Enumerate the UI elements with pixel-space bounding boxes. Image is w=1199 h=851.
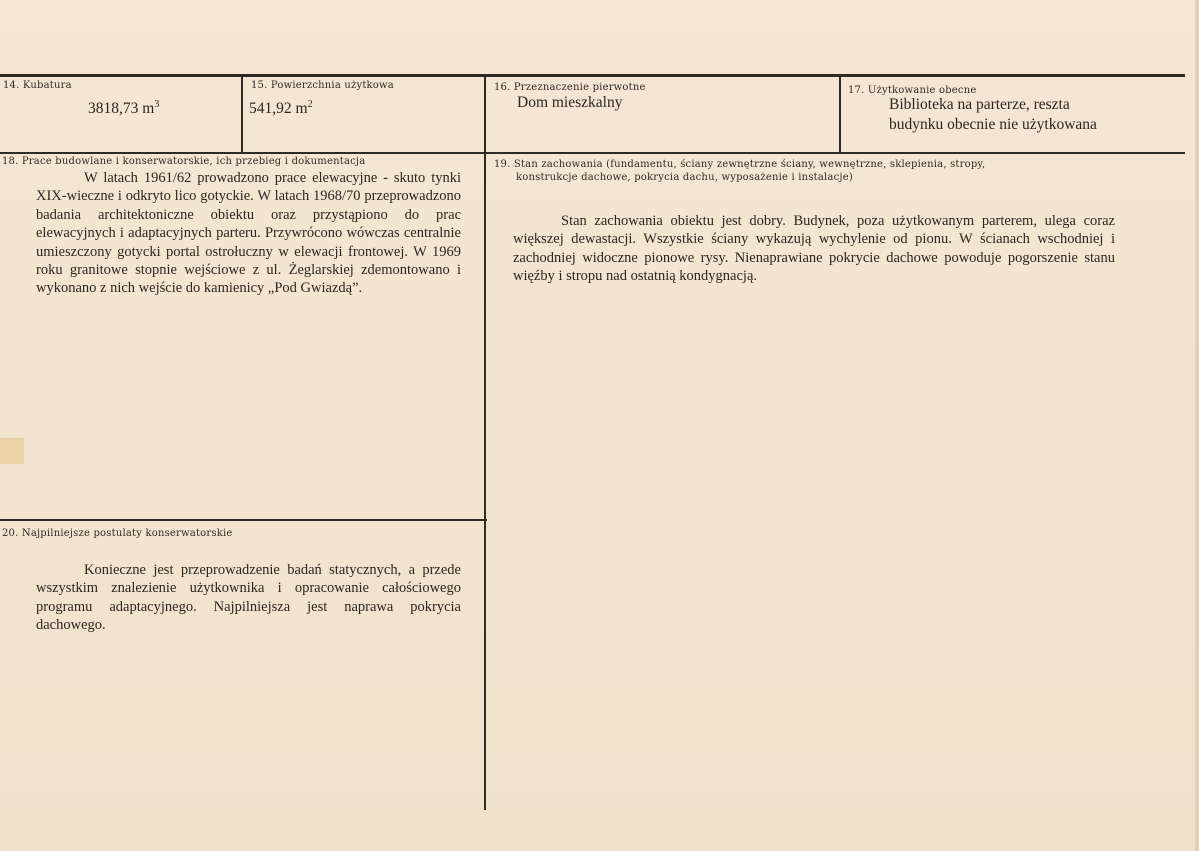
divider-15-16 (484, 75, 486, 810)
section-20-top-border (0, 519, 487, 521)
field-17-value-line1: Biblioteka na parterze, reszta (889, 96, 1070, 113)
field-14-value (88, 96, 159, 118)
field-17-value-line2: budynku obecnie nie użytkowana (889, 116, 1097, 133)
divider-16-17 (839, 75, 841, 153)
field-19-label-line2: konstrukcje dachowe, pokrycia dachu, wyposażenie i instalacje) (516, 172, 853, 183)
paper-stain (0, 438, 24, 464)
field-14-number: 3818,73 m (88, 100, 155, 118)
field-14-label: 14. Kubatura (3, 80, 72, 91)
field-17-label: 17. Użytkowanie obecne (848, 85, 977, 96)
row-middle-border (0, 152, 1185, 154)
field-20-text: Konieczne jest przeprowadzenie badań statycznych, a przede wszystkim znalezienie użytkownika i opracowanie całościowego programu adaptacyjnego. Najpilniejsza jest naprawa pokrycia dachowego. (36, 562, 461, 634)
paper-edge (1195, 0, 1199, 851)
field-16-label: 16. Przeznaczenie pierwotne (494, 82, 646, 93)
field-16-value: Dom mieszkalny (517, 94, 623, 111)
field-15-value (249, 96, 313, 118)
field-15-unit-exponent: 2 (307, 99, 313, 110)
field-14-unit-exponent: 3 (154, 99, 160, 110)
field-15-number: 541,92 m (249, 100, 308, 118)
field-19-label-line1: 19. Stan zachowania (fundamentu, ściany zewnętrzne ściany, wewnętrzne, sklepienia, stropy, (494, 159, 986, 170)
row-top-border (0, 74, 1185, 77)
field-18-label: 18. Prace budowlane i konserwatorskie, ich przebieg i dokumentacja (2, 156, 366, 167)
field-15-label: 15. Powierzchnia użytkowa (251, 80, 394, 91)
divider-14-15 (241, 75, 243, 153)
field-20-label: 20. Najpilniejsze postulaty konserwatorskie (2, 528, 233, 539)
field-19-text: Stan zachowania obiektu jest dobry. Budynek, poza użytkowanym parterem, ulega coraz większej dewastacji. Wszystkie ściany wykazują wychylenie od pionu. W ścianach wschodniej i zachodniej widoczne pionowe rysy. Nienaprawiane pokrycie dachowe powoduje pogorszenie stanu więźby i stropu nad ostatnią kondygnacją. (513, 213, 1115, 285)
field-18-text: W latach 1961/62 prowadzono prace elewacyjne - skuto tynki XIX-wieczne i odkryto lico gotyckie. W latach 1968/70 przeprowadzono badania architektoniczne obiektu oraz przystąpiono do prac elewacyjnych i adaptacyjnych parteru. Przywrócono wówczas centralnie umieszczony gotycki portal ostrołuczny w elewacji frontowej. W 1969 roku granitowe stopnie wejściowe z ul. Żeglarskiej zdemontowano i wykonano z nich wejście do kamienicy „Pod Gwiazdą”. (36, 170, 461, 297)
